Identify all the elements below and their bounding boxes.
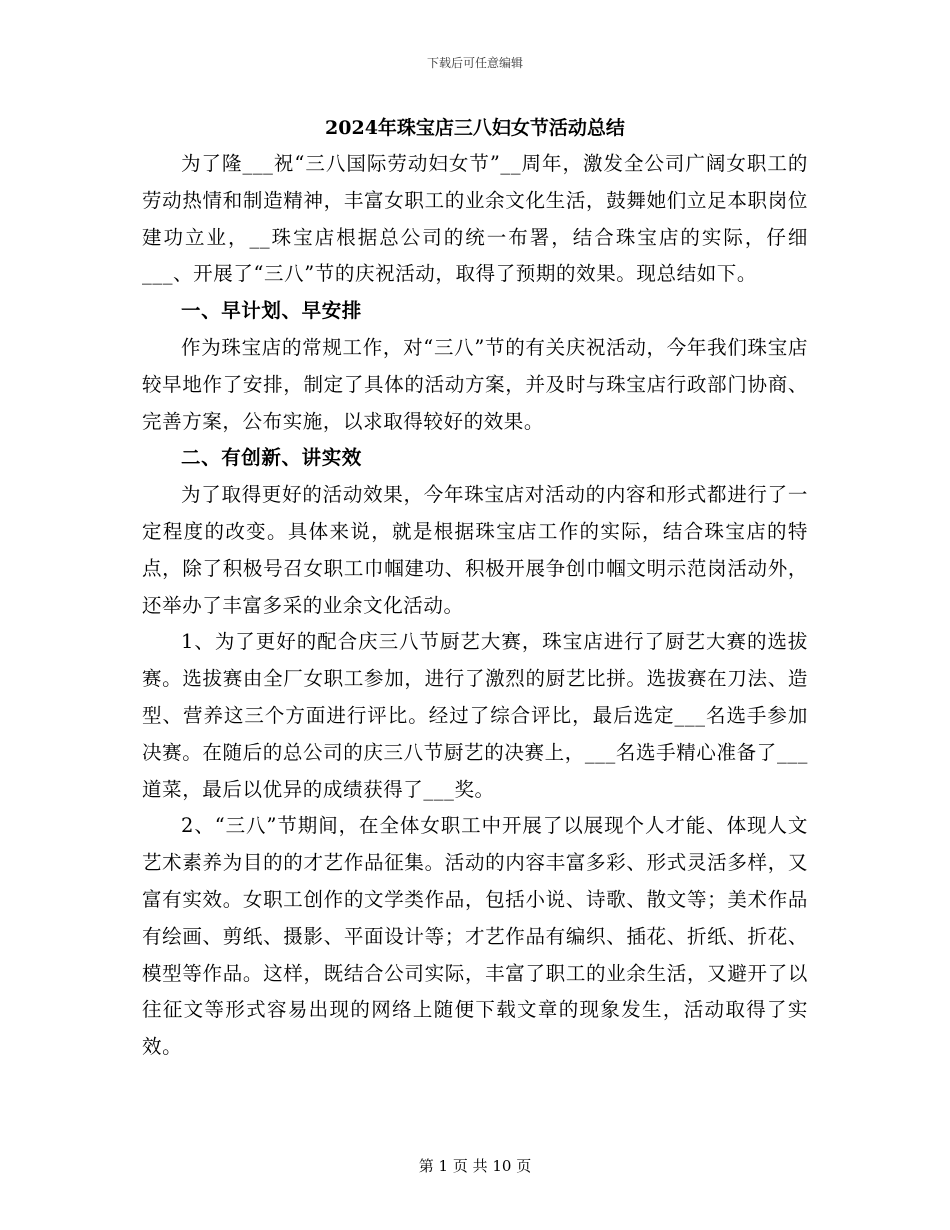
- document-title: 2024年珠宝店三八妇女节活动总结: [325, 117, 625, 139]
- document-body: [142, 146, 808, 1066]
- intro-paragraph: 为了隆___祝“三八国际劳动妇女节”__周年，激发全公司广阔女职工的劳动热情和制造精神，丰富女职工的业余文化生活，鼓舞她们立足本职岗位建功立业，__珠宝店根据总公司的统一布署，结合珠宝店的实际，仔细___、开展了“三八”节的庆祝活动，取得了预期的效果。现总结如下。: [142, 152, 808, 286]
- section-heading-2: 二、有创新、讲实效: [181, 446, 362, 470]
- list-item-2: 2、“三八”节期间，在全体女职工中开展了以展现个人才能、体现人文艺术素养为目的的才艺作品征集。活动的内容丰富多彩、形式灵活多样，又富有实效。女职工创作的文学类作品，包括小说、诗歌、散文等；美术作品有绘画、剪纸、摄影、平面设计等；才艺作品有编织、插花、折纸、折花、模型等作品。这样，既结合公司实际，丰富了职工的业余生活，又避开了以往征文等形式容易出现的网络上随便下载文章的现象发生，活动取得了实效。: [142, 814, 808, 1059]
- page-number: 第 1 页 共 10 页: [418, 1157, 532, 1175]
- section-paragraph-2: 为了取得更好的活动效果，今年珠宝店对活动的内容和形式都进行了一定程度的改变。具体来说，就是根据珠宝店工作的实际，结合珠宝店的特点，除了积极号召女职工巾帼建功、积极开展争创巾帼文明示范岗活动外，还举办了丰富多采的业余文化活动。: [142, 483, 808, 617]
- list-item-1: 1、为了更好的配合庆三八节厨艺大赛，珠宝店进行了厨艺大赛的选拔赛。选拔赛由全厂女职工参加，进行了激烈的厨艺比拼。选拔赛在刀法、造型、营养这三个方面进行评比。经过了综合评比，最后选定___名选手参加决赛。在随后的总公司的庆三八节厨艺的决赛上，___名选手精心准备了___道菜，最后以优异的成绩获得了___奖。: [142, 630, 808, 801]
- header-note: 下载后可任意编辑: [426, 56, 523, 70]
- section-paragraph-1: 作为珠宝店的常规工作，对“三八”节的有关庆祝活动，今年我们珠宝店较早地作了安排，制定了具体的活动方案，并及时与珠宝店行政部门协商、完善方案，公布实施，以求取得较好的效果。: [142, 335, 808, 433]
- section-heading-1: 一、早计划、早安排: [181, 299, 362, 323]
